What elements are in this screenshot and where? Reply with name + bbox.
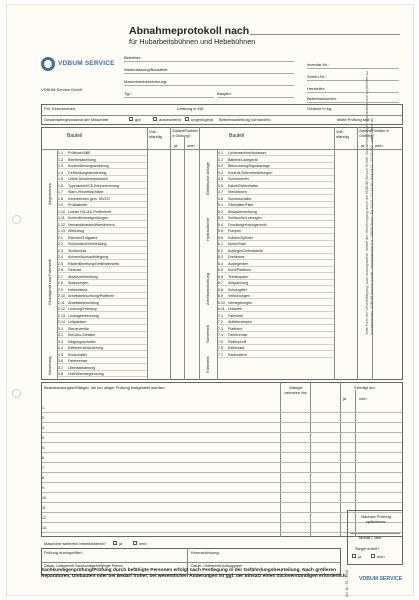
- right-item-row[interactable]: [218, 170, 334, 176]
- item-number: 2.6: [58, 268, 63, 272]
- label-siegel: Siegel erteilt?: [355, 546, 380, 551]
- item-number: 1.5: [58, 177, 63, 181]
- label-pruefung-durch: Prüfung durchgeführt:: [44, 550, 83, 555]
- item-number: 6.8: [218, 287, 223, 292]
- left-item-row[interactable]: [58, 332, 147, 338]
- item-label: Scheinwerfer: [228, 177, 249, 181]
- item-number: 7.6: [218, 346, 223, 350]
- item-label: Verbandskasten/Warndreieck: [68, 222, 115, 227]
- defect-row[interactable]: [42, 463, 402, 473]
- left-item-row[interactable]: [58, 365, 147, 371]
- item-label: Kettenbruchsicherung: [68, 346, 103, 350]
- field-serien-nr[interactable]: Serien-Nr.:: [307, 72, 399, 81]
- defect-row-number: 4.: [42, 436, 45, 440]
- right-item-row[interactable]: [218, 274, 334, 280]
- item-number: 5.4: [218, 222, 223, 227]
- checkbox-gut[interactable]: [129, 117, 133, 121]
- left-item-row[interactable]: [58, 319, 147, 325]
- vdbum-logo: [41, 57, 117, 71]
- item-number: 2.11: [58, 300, 65, 305]
- item-label: Absaufeinrichtung: [228, 209, 257, 214]
- item-label: Kontrollhinweisprüfungen: [68, 216, 109, 220]
- item-label: Gefährdungsbeurteilung: [68, 170, 107, 175]
- left-item-row[interactable]: [58, 228, 147, 234]
- logo-ring-icon: [41, 57, 55, 71]
- document-title: Abnahmeprotokoll nach: [129, 25, 250, 37]
- item-number: 3.7: [58, 365, 63, 370]
- item-number: 2.1: [58, 235, 63, 240]
- punch-hole: [12, 389, 21, 398]
- item-number: 1.7: [58, 190, 63, 194]
- checkbox-weiter-nein[interactable]: [133, 541, 137, 545]
- left-item-row[interactable]: [58, 157, 147, 163]
- item-number: 3.4: [58, 346, 63, 350]
- footer-logo: VDBUM SERVICE: [359, 576, 403, 582]
- item-label: Leckageerkennung: [68, 313, 99, 318]
- col-vollstaendig-left: Voll-ständig: [149, 129, 162, 139]
- right-item-row[interactable]: [218, 157, 334, 163]
- left-item-row[interactable]: [58, 170, 147, 176]
- item-number: 2.10: [58, 294, 65, 298]
- right-item-row[interactable]: [218, 300, 334, 306]
- label-sachkundiger: Datum, Unterschrift Sachkundige/befähigte Person: [44, 564, 123, 568]
- item-number: 4.8: [218, 196, 223, 201]
- col-zustand-left: Zustand/Funktion in Ordnung?: [172, 129, 199, 138]
- group-elektrische-anlage: Elektrische Anlage: [205, 162, 210, 195]
- right-item-row[interactable]: [218, 209, 334, 215]
- left-item-row[interactable]: [58, 326, 147, 332]
- field-inventar-nr[interactable]: Inventar-Nr.:: [307, 60, 399, 69]
- right-item-row[interactable]: [218, 215, 334, 221]
- item-label: Achsen/Achsaufhängung: [68, 255, 108, 259]
- item-label: Kolben/Zylinder: [228, 235, 253, 240]
- right-item-row[interactable]: [218, 287, 334, 293]
- item-label: Plattform: [228, 326, 243, 331]
- defect-row-number: 2.: [42, 416, 45, 420]
- item-label: Steckdosen: [228, 190, 247, 194]
- label-auftraggeber: Datum, Unterschrift Auftraggeber: [191, 564, 243, 568]
- item-label: Fahrwerk: [228, 313, 243, 318]
- item-number: 4.6: [218, 183, 223, 188]
- left-item-row[interactable]: [58, 163, 147, 169]
- item-label: Lichtmaschine/Anlasser: [228, 151, 266, 155]
- item-label: Leitplanken: [68, 320, 87, 324]
- defect-row-number: 11.: [42, 506, 47, 510]
- left-item-row[interactable]: [58, 202, 147, 208]
- defect-row[interactable]: [42, 403, 402, 413]
- item-number: 1.12: [58, 222, 65, 227]
- item-number: 6.10: [218, 300, 225, 305]
- defect-row-number: 6.: [42, 456, 45, 460]
- item-label: Spannungen: [68, 281, 89, 285]
- item-number: 6.5: [218, 268, 223, 272]
- item-number: 6.1: [218, 242, 223, 246]
- checkbox-ungenuegend[interactable]: [185, 117, 189, 121]
- item-number: 1.13: [58, 229, 65, 233]
- item-number: 1.3: [58, 164, 63, 168]
- item-label: Kettenfahrw.: [68, 287, 88, 292]
- item-label: Hubhöhenbegrenzung: [68, 372, 104, 376]
- item-label: Letzte Abnahmeprotokoll: [68, 177, 108, 181]
- right-item-row[interactable]: [218, 189, 334, 195]
- item-number: 6.11: [218, 307, 225, 311]
- item-number: 7.3: [218, 326, 223, 331]
- defect-row[interactable]: [42, 413, 402, 423]
- item-number: 3.5: [58, 352, 63, 357]
- side-legal-text: Jede Form der Vervielfältigung, auch auszugsweise, bedarf der Genehmigung durch die VDBUM Service GmbH. Zuwiderhandlungen sind strafbar und verpflichten zu Schadenersatz. VDBUM Service GmbH · Henleinstraße 8 a · 28816 Stuhr · Tel. 0421 / 22 23 90 · Fax 0421 / 22 23 910 · www.vdbum.de: [365, 71, 374, 335]
- right-item-row[interactable]: [218, 345, 334, 351]
- item-number: 1.2: [58, 157, 63, 162]
- item-label: Kennzeichen gem. StVZO: [68, 196, 110, 201]
- item-label: Neigungsschalter: [68, 339, 96, 344]
- item-label: Korb/Plattform: [228, 268, 251, 272]
- field-maschinenbezeichnung[interactable]: Maschinenbezeichnung:: [124, 77, 294, 86]
- left-item-row[interactable]: [58, 306, 147, 312]
- item-number: 7.5: [218, 339, 223, 344]
- col-vollstaendig-right: Voll-ständig: [336, 129, 349, 139]
- item-label: Prüfplakette: [68, 203, 88, 207]
- col-zustand-right: Zustand/Funktion in Ordnung?: [359, 129, 389, 138]
- logo-wordmark: VDBUM SERVICE: [58, 60, 115, 67]
- item-number: 2.8: [58, 281, 63, 285]
- item-label: Schläuche/Leitungen: [228, 216, 262, 220]
- item-label: Typenschild/CE-Kennzeichnung: [68, 183, 119, 188]
- left-item-row[interactable]: [58, 261, 147, 267]
- col-bauteil-right: Bauteil: [229, 133, 245, 139]
- item-number: 5.5: [218, 229, 223, 233]
- right-item-row[interactable]: [218, 222, 334, 228]
- item-number: 5.6: [218, 235, 223, 240]
- item-label: Kontroll-/Warneinrichtungen: [228, 170, 273, 175]
- left-item-row[interactable]: [58, 183, 147, 189]
- item-label: Verriegelungen: [228, 300, 253, 305]
- item-number: 2.12: [58, 307, 65, 311]
- item-label: Abspannung: [228, 281, 249, 285]
- item-number: 5.1: [218, 203, 223, 207]
- item-number: 6.3: [218, 255, 223, 259]
- item-label: Druckbegrenzungsventil: [228, 222, 267, 227]
- item-label: Schutzgitter: [228, 287, 247, 292]
- left-item-row[interactable]: [58, 339, 147, 345]
- field-niederlassung[interactable]: Niederlassung/Baustelle:: [124, 65, 294, 74]
- left-item-row[interactable]: [58, 313, 147, 319]
- item-number: 3.1: [58, 326, 63, 331]
- item-label: Auffahrrampen: [228, 320, 252, 324]
- right-item-row[interactable]: [218, 332, 334, 338]
- right-item-row[interactable]: [218, 202, 334, 208]
- col-behoben: Mängel behoben bis:: [284, 385, 308, 395]
- item-number: 4.4: [218, 170, 223, 175]
- label-weiter-betreiben: Maschine weiterhin betreibsbereit?: [44, 541, 106, 546]
- item-number: 6.4: [218, 261, 223, 266]
- label-naechste-pruefung: Nächste Prüfung spätestens:: [361, 514, 391, 524]
- right-item-row[interactable]: [218, 293, 334, 299]
- defect-row-number: 13.: [42, 526, 47, 530]
- item-number: 1.9: [58, 203, 63, 207]
- right-item-row[interactable]: [218, 241, 334, 247]
- item-label: Reifenprofil: [228, 339, 247, 344]
- field-typ[interactable]: Typ:: [124, 89, 214, 98]
- defect-row-number: 1.: [42, 406, 45, 410]
- item-number: 4.1: [218, 151, 223, 155]
- item-number: 2.9: [58, 287, 63, 292]
- item-number: 5.2: [218, 209, 223, 214]
- label-monat-jahr: Monat / Jahr: [359, 535, 382, 540]
- group-steuerung: Steuerung: [47, 356, 52, 375]
- title-fill-line: [250, 34, 400, 35]
- item-number: 4.5: [218, 177, 223, 181]
- item-label: Überlastwarnung: [68, 365, 96, 370]
- left-item-row[interactable]: [58, 293, 147, 299]
- item-label: Motor/Start: [228, 242, 246, 246]
- group-fahrwerk: Fahrwerk: [205, 356, 210, 373]
- right-item-row[interactable]: [218, 254, 334, 260]
- right-item-row[interactable]: [218, 248, 334, 254]
- item-number: 4.7: [218, 190, 223, 194]
- right-item-row[interactable]: [218, 339, 334, 345]
- item-number: 6.6: [218, 274, 223, 279]
- item-number: 1.11: [58, 216, 65, 220]
- item-number: 7.4: [218, 333, 223, 337]
- item-number: 4.2: [218, 157, 223, 162]
- right-item-row[interactable]: [218, 352, 334, 358]
- group-allgemeines: Allgemeines: [47, 183, 52, 205]
- label-kennzeichen-sig: Kennzeichnung:: [191, 550, 220, 555]
- left-item-row[interactable]: [58, 274, 147, 280]
- protocol-sheet: Abnahmeprotokoll nach für Hubarbeitsbühnen und Hebebühnen VDBUM SERVICE VDBUM Service GmbH Betreiber: Niederlassung/Baustelle: Maschinenbezeichnung: Typ: Baujahr: Inventar-Nr.: Serien-Nr.: Hersteller: Betriebsstunden: Pol. Kennzeichen: Leistung in kW: Gewicht in kg: Gesamtpflegezustand der Maschine: gut ausreichend ungenügend Betriebsanleitung vorhanden: letzte Prüfung seit: Bauteil Voll-ständig Zustand/Funktion in Ordnung? ja nein Bauteil Voll-ständig Zustand/Funktion in Ordnung? ja nein Allgemeines Grundgerät und Fahrwerk Steuerung Elektrische Anlage Hydraulische Arbeitseinrichtung Sicherheit Fahrwerk 1.1 Prüfbuch/ABE 1.2 Betriebsanleitung 1.3 Kurzbedienungsanleitung 1.4 Gefährdungsbeurteilung 1.5 Letzte Abnahmeprotokoll 1.6 Typenschild/CE-Kennzeichnung 1.7 Warn-/Hinweisschilder 1.8 Kennzeichen gem. StVZO 1.9 Prüfplakette 1.10 Letzter HU-/AU-Prüfbericht 1.11 Kontrollhinweisprüfungen 1.12 Verbandskasten/Warndreieck 1.13 Werkzeug 2.1 Rahmen/Tragwerk 2.2 Schutzdach/Verkleidung 2.3 Sichtschutz 2.4 Achsen/Achsaufhängung 2.5 Räder/Bereifung/Kettenfahrwerk 2.6 Gelenke 2.7 Abstützeinrichtung 2.8 Spannungen 2.9 Kettenfahrw. 2.10 Arbeitsbeleuchtung/Plattform 2.11 Arbeitsbeleuchtung 2.12 Lenkung/Teleskop 2.13 Leckageerkennung 2.14 Leitplanken 3.1 Steuerventile 3.2 Not-Aus-Schalter 3.3 Neigungsschalter 3.4 Kettenbruchsicherung 3.5 Endschalter 3.6 Fahrbremse 3.7 Überlastwarnung 3.8 Hubhöhenbegrenzung 4.1 Lichtmaschine/Anlasser 4.2 Batterie/Ladegerät 4.3 Beleuchtung/Signalanlage 4.4 Kontroll-/Warneinrichtungen 4.5 Scheinwerfer 4.6 Kabel/Elektrohalter 4.7 Steckdosen 4.8 Schutzschalter 5.1 Ölbehälter/Filter 5.2 Absaufeinrichtung 5.3 Schläuche/Leitungen 5.4 Druckbegrenzungsventil 5.5 Pumpen 5.6 Kolben/Zylinder 6.1 Motor/Start 6.2 Ausleger/Gelenkwelle 6.3 Drehkranz 6.4 Auslegerarm 6.5 Korb/Plattform 6.6 Teleskoparm 6.7 Abspannung 6.8 Schutzgitter 6.9 Verbolzungen 6.10 Verriegelungen 6.11 Hubwerk 7.1 Fahrwerk 7.2 Auffahrrampen 7.3 Plattform 7.4 Fahrbremse 7.5 Reifenprofil 7.6 Kettenlauf 7.7 Radmuttern Beanstandungen/Mängel, die bei obiger Prüfung festgestellt wurden: Mängel behoben bis: Erledigt am: ja nein 1. 2. 3. 4. 5. 6. 7. 8. 9. 10. 11. 12. 13. Maschine weiterhin betreibsbereit? ja nein Prüfung durchgeführt: Kennzeichnung: Datum, Unterschrift Sachkundige/befähigte Person Datum, Unterschrift Auftraggeber Nächste Prüfung spätestens: Monat / Jahr Siegel erteilt? ja nein Sachkundigenprüfung/Prüfung durch befähigte Personen erfolgt nach Festlegung in der Gefährdungsbeurteilung. Nach größeren Reparaturen, Umbauten oder bei Bedarf früher, bei wesentlichen Änderungen ist ggf. der Einsatz eines Sachverständigen erforderlich. VDBUM SERVICE Art.-Nr. 15 / 2008 Jede Form der Vervielfältigung, auch auszugsweise, bedarf der Genehmigung durch die VDBUM Service GmbH. Zuwiderhandlungen sind strafbar und verpflichten zu Schadenersatz. VDBUM Service GmbH · Henleinstraße 8 a · 28816 Stuhr · Tel. 0421 / 22 23 90 · Fax 0421 / 22 23 910 · www.vdbum.de: [6, 4, 414, 596]
- label-betriebsanleitung: Betriebsanleitung vorhanden:: [219, 117, 272, 122]
- item-label: Teleskoparm: [228, 274, 249, 279]
- item-label: Not-Aus-Schalter: [68, 333, 96, 337]
- item-label: Endschalter: [68, 352, 87, 357]
- item-label: Räder/Bereifung/Kettenfahrwerk: [68, 261, 120, 266]
- field-hersteller[interactable]: Hersteller:: [307, 84, 399, 93]
- right-item-row[interactable]: [218, 183, 334, 189]
- right-item-row[interactable]: [218, 280, 334, 286]
- item-label: Kettenlauf: [228, 346, 245, 350]
- item-number: 6.7: [218, 281, 223, 285]
- item-label: Steuerventile: [68, 326, 89, 331]
- item-label: Ausleger/Gelenkwelle: [228, 248, 263, 253]
- right-item-row[interactable]: [218, 163, 334, 169]
- group-arbeitseinrichtung: Arbeitseinrichtung: [205, 272, 210, 305]
- item-label: Kurzbedienungsanleitung: [68, 164, 109, 168]
- defect-row-number: 5.: [42, 446, 45, 450]
- punch-hole: [12, 215, 21, 224]
- checkbox-weiter-ja[interactable]: [113, 541, 117, 545]
- left-item-row[interactable]: [58, 196, 147, 202]
- item-label: Warn-/Hinweisschilder: [68, 190, 104, 194]
- defect-row-number: 10.: [42, 496, 47, 500]
- item-number: 5.3: [218, 216, 223, 220]
- left-item-row[interactable]: [58, 176, 147, 182]
- right-item-row[interactable]: [218, 176, 334, 182]
- item-label: Arbeitsbeleuchtung: [68, 300, 99, 305]
- document-subtitle: für Hubarbeitsbühnen und Hebebühnen: [129, 37, 256, 46]
- item-label: Sichtschutz: [68, 248, 87, 253]
- item-number: 2.5: [58, 261, 63, 266]
- left-item-row[interactable]: [58, 189, 147, 195]
- left-item-row[interactable]: [58, 150, 147, 156]
- item-label: Letzter HU-/AU-Prüfbericht: [68, 209, 111, 214]
- footer-notice: Sachkundigenprüfung/Prüfung durch befähigte Personen erfolgt nach Festlegung in der Gefährdungsbeurteilung. Nach größeren Reparaturen, Umbauten oder bei Bedarf früher, bei wesentlichen Änderungen ist ggf. der Einsatz eines Sachverständigen erforderlich.: [41, 568, 348, 579]
- item-number: 1.4: [58, 170, 63, 175]
- item-label: Beleuchtung/Signalanlage: [228, 164, 270, 168]
- item-number: 1.1: [58, 151, 63, 155]
- defect-row[interactable]: [42, 423, 402, 433]
- item-label: Verbolzungen: [228, 294, 250, 298]
- group-grundgeraet: Grundgerät und Fahrwerk: [47, 259, 52, 305]
- left-item-row[interactable]: [58, 254, 147, 260]
- item-number: 3.3: [58, 339, 63, 344]
- item-label: Werkzeug: [68, 229, 85, 233]
- item-number: 3.6: [58, 359, 63, 363]
- item-number: 2.13: [58, 313, 65, 318]
- left-item-row[interactable]: [58, 300, 147, 306]
- item-number: 2.2: [58, 242, 63, 246]
- item-number: 4.3: [218, 164, 223, 168]
- defect-row[interactable]: [42, 433, 402, 443]
- item-label: Rahmen/Tragwerk: [68, 235, 98, 240]
- item-label: Ölbehälter/Filter: [228, 203, 254, 207]
- defect-row[interactable]: [42, 443, 402, 453]
- company-name: VDBUM Service GmbH: [41, 87, 83, 92]
- right-item-row[interactable]: [218, 313, 334, 319]
- right-item-row[interactable]: [218, 326, 334, 332]
- defect-row[interactable]: [42, 483, 402, 493]
- col-erledigt: Erledigt am:: [354, 385, 376, 390]
- defect-row-number: 9.: [42, 486, 45, 490]
- col-bauteil-left: Bauteil: [67, 133, 83, 139]
- item-number: 3.2: [58, 333, 63, 337]
- defect-row-number: 3.: [42, 426, 45, 430]
- defect-row-number: 8.: [42, 476, 45, 480]
- label-kennzeichen: Pol. Kennzeichen:: [44, 106, 77, 111]
- item-label: Schutzdach/Verkleidung: [68, 242, 107, 246]
- defect-row[interactable]: [42, 473, 402, 483]
- item-number: 1.10: [58, 209, 65, 214]
- group-sicherheitseinrichtung: Sicherheit: [205, 325, 210, 343]
- defect-row-number: 7.: [42, 466, 45, 470]
- field-betreiber[interactable]: Betreiber:: [124, 53, 294, 62]
- left-item-row[interactable]: [58, 371, 147, 377]
- item-label: Prüfbuch/ABE: [68, 151, 91, 155]
- item-number: 2.14: [58, 320, 65, 324]
- form-number: Art.-Nr. 15 / 2008: [345, 569, 349, 597]
- right-item-row[interactable]: [218, 306, 334, 312]
- item-number: 6.9: [218, 294, 223, 298]
- item-label: Auslegerarm: [228, 261, 249, 266]
- right-item-row[interactable]: [218, 261, 334, 267]
- item-number: 1.8: [58, 196, 63, 201]
- label-gesamtpflegezustand: Gesamtpflegezustand der Maschine:: [44, 117, 110, 122]
- group-hydraulische-anlage: Hydraulische: [205, 217, 210, 241]
- checkbox-siegel-nein[interactable]: [371, 554, 375, 558]
- left-item-row[interactable]: [58, 215, 147, 221]
- defects-heading: Beanstandungen/Mängel, die bei obiger Prüfung festgestellt wurden:: [44, 385, 166, 390]
- left-item-row[interactable]: [58, 352, 147, 358]
- field-baujahr[interactable]: Baujahr:: [217, 89, 294, 98]
- item-number: 2.3: [58, 248, 63, 253]
- item-label: Lenkung/Teleskop: [68, 307, 97, 311]
- item-number: 6.2: [218, 248, 223, 253]
- item-number: 7.7: [218, 352, 223, 357]
- item-number: 7.1: [218, 313, 223, 318]
- defect-row[interactable]: [42, 493, 402, 503]
- label-gewicht: Gewicht in kg:: [307, 106, 333, 111]
- left-item-row[interactable]: [58, 248, 147, 254]
- left-item-row[interactable]: [58, 209, 147, 215]
- label-pruefung-seit: letzte Prüfung seit:: [337, 117, 371, 122]
- item-label: Abstützeinrichtung: [68, 274, 98, 279]
- item-number: 2.7: [58, 274, 63, 279]
- item-label: Batterie/Ladegerät: [228, 157, 258, 162]
- checkbox-siegel-ja[interactable]: [352, 554, 356, 558]
- left-item-row[interactable]: [58, 345, 147, 351]
- left-item-row[interactable]: [58, 241, 147, 247]
- left-item-row[interactable]: [58, 358, 147, 364]
- item-label: Gelenke: [68, 268, 82, 272]
- label-leistung: Leistung in kW:: [177, 106, 205, 111]
- item-number: 3.8: [58, 372, 63, 376]
- right-item-row[interactable]: [218, 228, 334, 234]
- checkbox-ausreichend[interactable]: [153, 117, 157, 121]
- item-label: Pumpen: [228, 229, 242, 233]
- right-item-row[interactable]: [218, 196, 334, 202]
- left-item-row[interactable]: [58, 287, 147, 293]
- left-item-row[interactable]: [58, 235, 147, 241]
- item-label: Radmuttern: [228, 352, 247, 357]
- right-item-row[interactable]: [218, 319, 334, 325]
- item-label: Fahrbremse: [228, 333, 248, 337]
- field-betriebsstunden[interactable]: Betriebsstunden:: [307, 94, 399, 103]
- item-label: Arbeitsbeleuchtung/Plattform: [68, 294, 115, 298]
- item-number: 2.4: [58, 255, 63, 259]
- right-item-row[interactable]: [218, 150, 334, 156]
- defect-row-number: 12.: [42, 516, 47, 520]
- left-item-row[interactable]: [58, 267, 147, 273]
- item-label: Schutzschalter: [228, 196, 252, 201]
- left-item-row[interactable]: [58, 222, 147, 228]
- item-label: Drehkranz: [228, 255, 245, 259]
- item-label: Kabel/Elektrohalter: [228, 183, 259, 188]
- right-item-row[interactable]: [218, 235, 334, 241]
- item-label: Fahrbremse: [68, 359, 88, 363]
- item-label: Hubwerk: [228, 307, 243, 311]
- item-number: 7.2: [218, 320, 223, 324]
- defect-row[interactable]: [42, 453, 402, 463]
- right-item-row[interactable]: [218, 267, 334, 273]
- left-item-row[interactable]: [58, 280, 147, 286]
- item-number: 1.6: [58, 183, 63, 188]
- item-label: Betriebsanleitung: [68, 157, 96, 162]
